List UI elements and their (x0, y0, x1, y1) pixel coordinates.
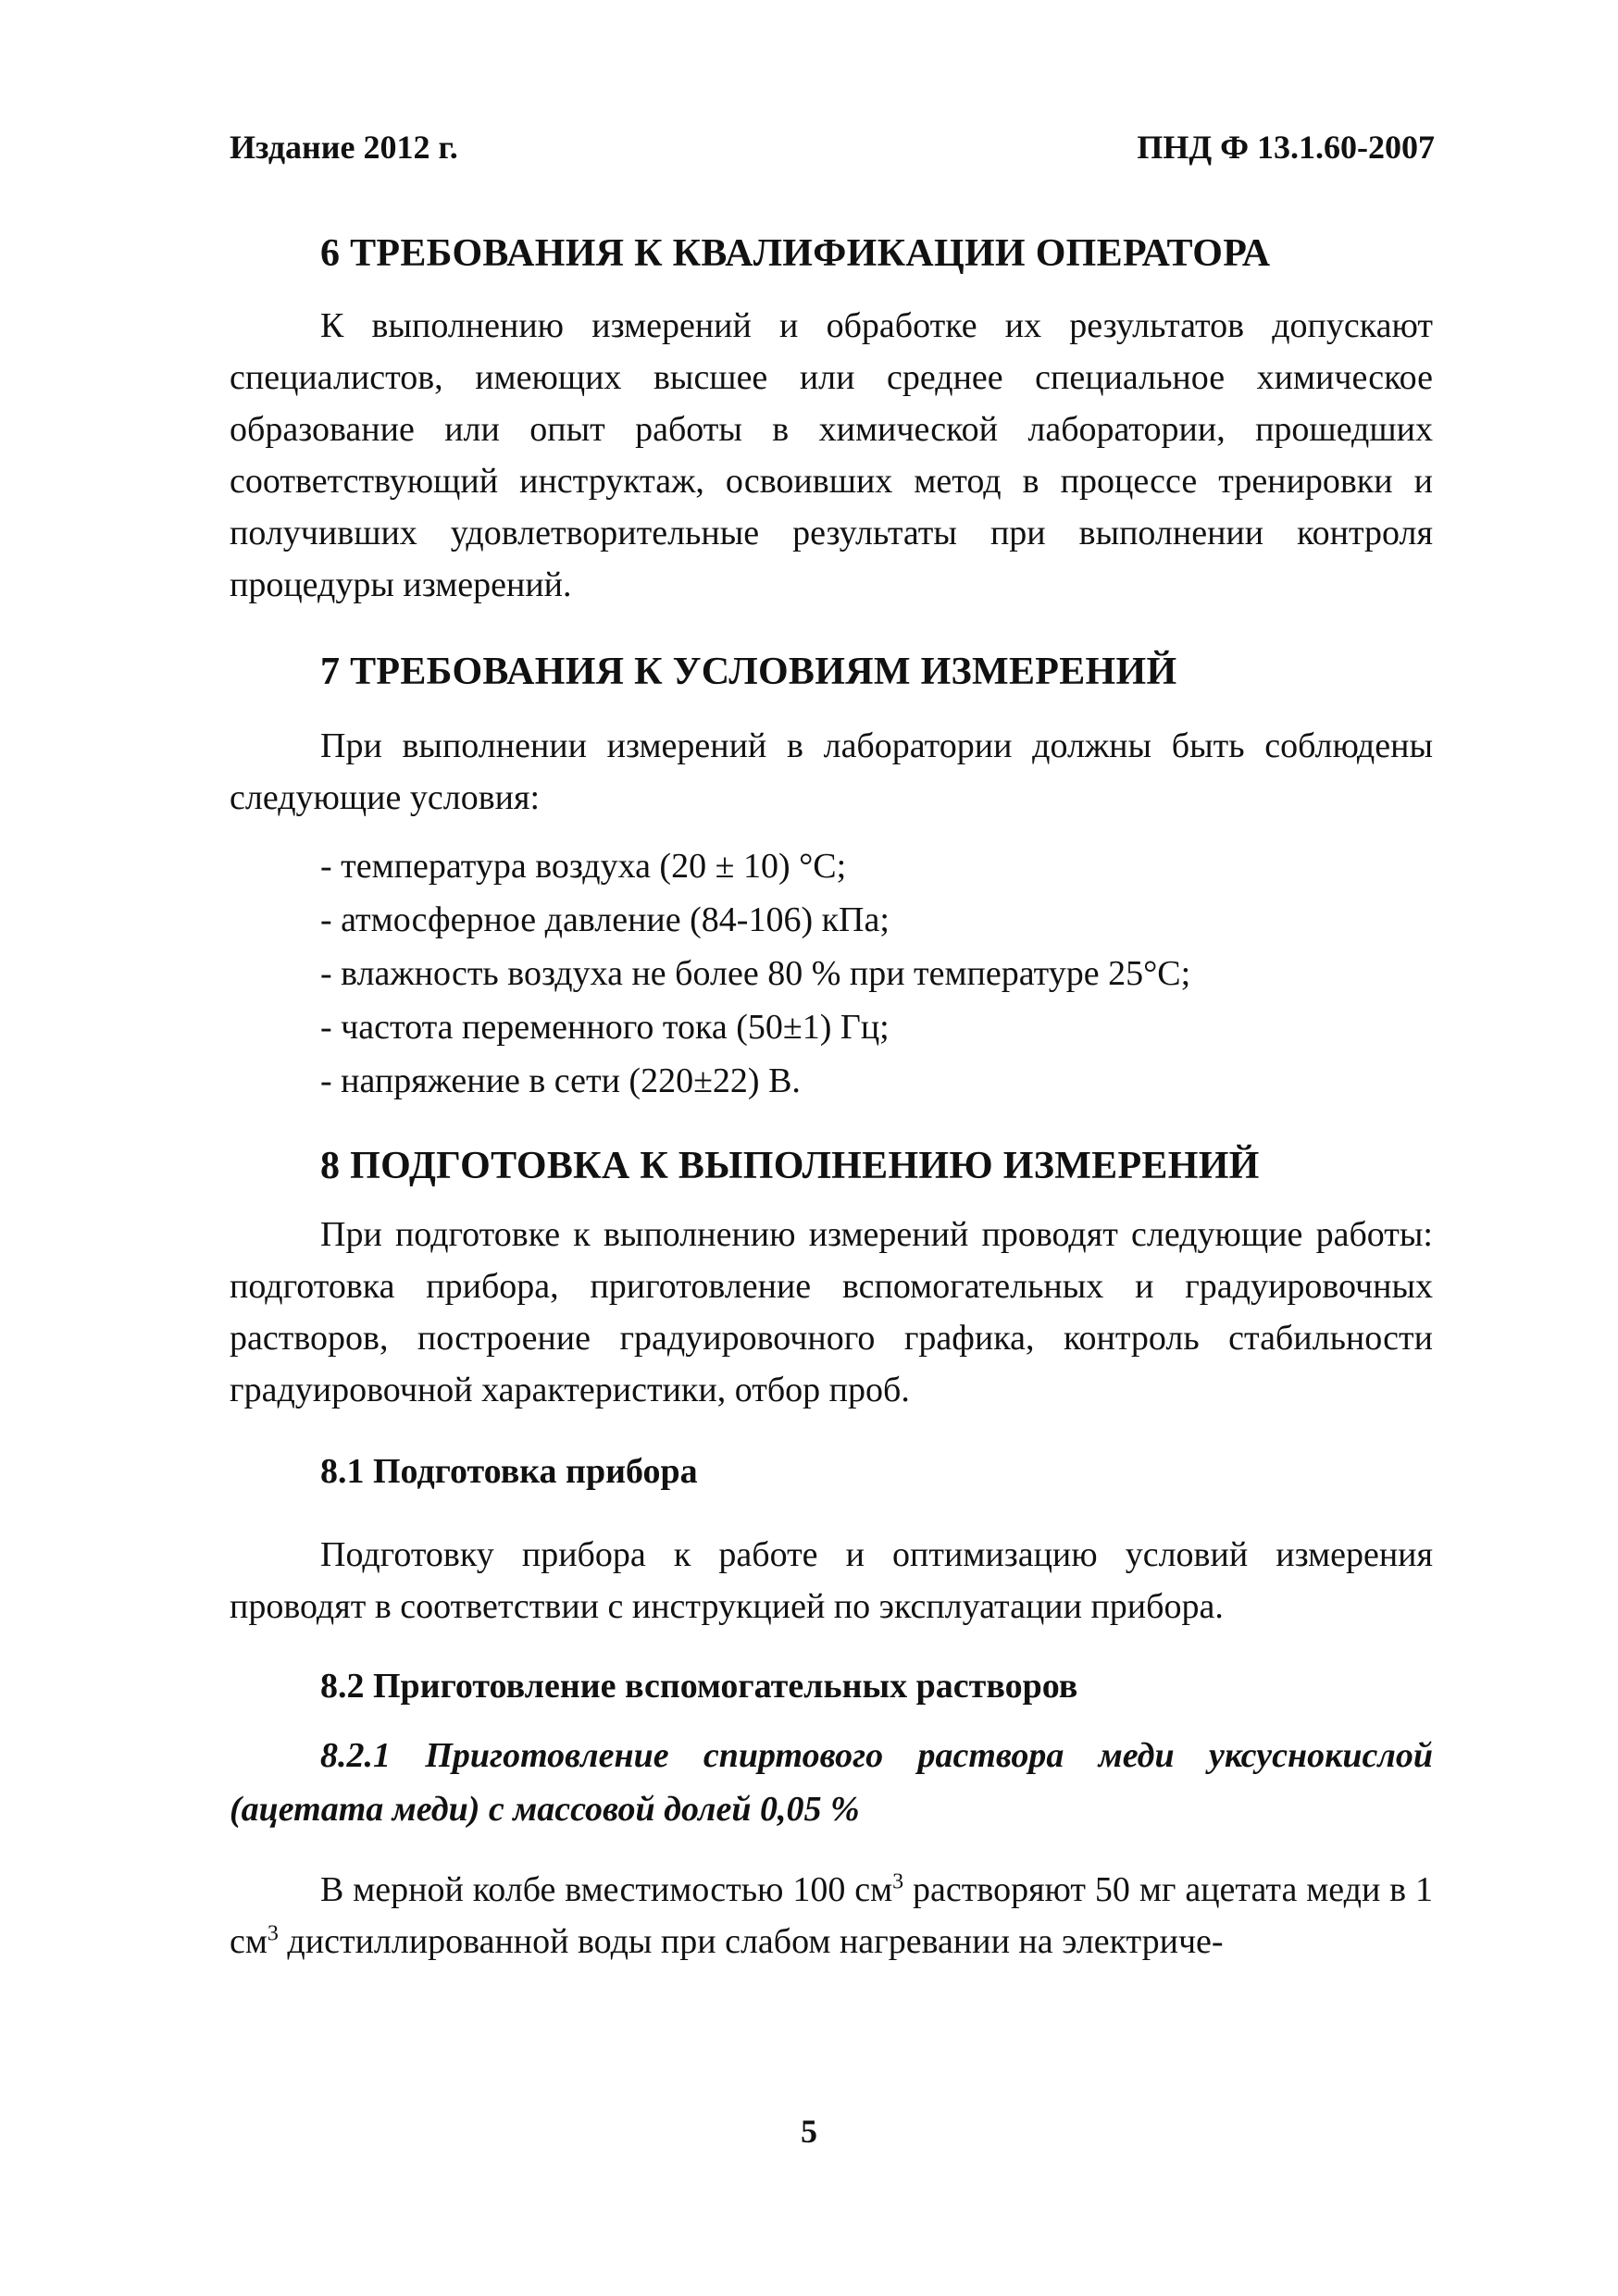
superscript-3: 3 (892, 1869, 904, 1894)
section-6-text: К выполнению измерений и обработке их результатов допускают специалистов, имеющих высшее или среднее специальное химическое образование или опыт работы в химической лаборатории, прошедших соответствующий инструктаж, освоивших метод в процессе тренировки и получивших удовлетворительные результаты при выполнении контроля процедуры измерений. (230, 306, 1433, 604)
condition-pressure: - атмосферное давление (84-106) кПа; (320, 900, 890, 939)
section-8-2-1-text-part-a: В мерной колбе вместимостью 100 см (320, 1870, 893, 1909)
section-8-2-1-title: 8.2.1 Приготовление спиртового раствора меди уксуснокислой (ацетата меди) с массовой долей 0,05 % (230, 1736, 1433, 1829)
section-6-title: 6 ТРЕБОВАНИЯ К КВАЛИФИКАЦИИ ОПЕРАТОРА (320, 232, 1271, 275)
section-7-intro: При выполнении измерений в лаборатории должны быть соблюдены следующие условия: (230, 726, 1433, 817)
section-7-title: 7 ТРЕБОВАНИЯ К УСЛОВИЯМ ИЗМЕРЕНИЙ (320, 651, 1177, 693)
section-8-title: 8 ПОДГОТОВКА К ВЫПОЛНЕНИЮ ИЗМЕРЕНИЙ (320, 1145, 1260, 1187)
section-8-2-title: 8.2 Приготовление вспомогательных растворов (320, 1667, 1078, 1706)
condition-frequency: - частота переменного тока (50±1) Гц; (320, 1008, 890, 1047)
section-8-1-title: 8.1 Подготовка прибора (320, 1452, 698, 1491)
section-8-2-1-text-part-b: растворяют 50 мг ацетата меди в 1 см (230, 1870, 1434, 1961)
section-8-text: При подготовке к выполнению измерений проводят следующие работы: подготовка прибора, приготовление вспомогательных и градуировочных растворов, построение градуировочного графика, контроль стабильности градуировочной характеристики, отбор проб. (230, 1215, 1433, 1409)
page-number: 5 (801, 2113, 817, 2150)
superscript-3: 3 (267, 1921, 279, 1946)
document-code: ПНД Ф 13.1.60-2007 (1137, 129, 1435, 166)
edition-label: Издание 2012 г. (230, 129, 458, 166)
condition-humidity: - влажность воздуха не более 80 % при температуре 25°С; (320, 954, 1191, 993)
section-8-1-text: Подготовку прибора к работе и оптимизацию условий измерения проводят в соответствии с инструкцией по эксплуатации прибора. (230, 1535, 1433, 1626)
section-8-2-1-text (230, 1864, 1433, 1967)
condition-temperature: - температура воздуха (20 ± 10) °С; (320, 847, 847, 886)
condition-voltage: - напряжение в сети (220±22) В. (320, 1061, 801, 1100)
section-8-2-1-text-part-c: дистиллированной воды при слабом нагревании на электриче- (278, 1922, 1224, 1961)
